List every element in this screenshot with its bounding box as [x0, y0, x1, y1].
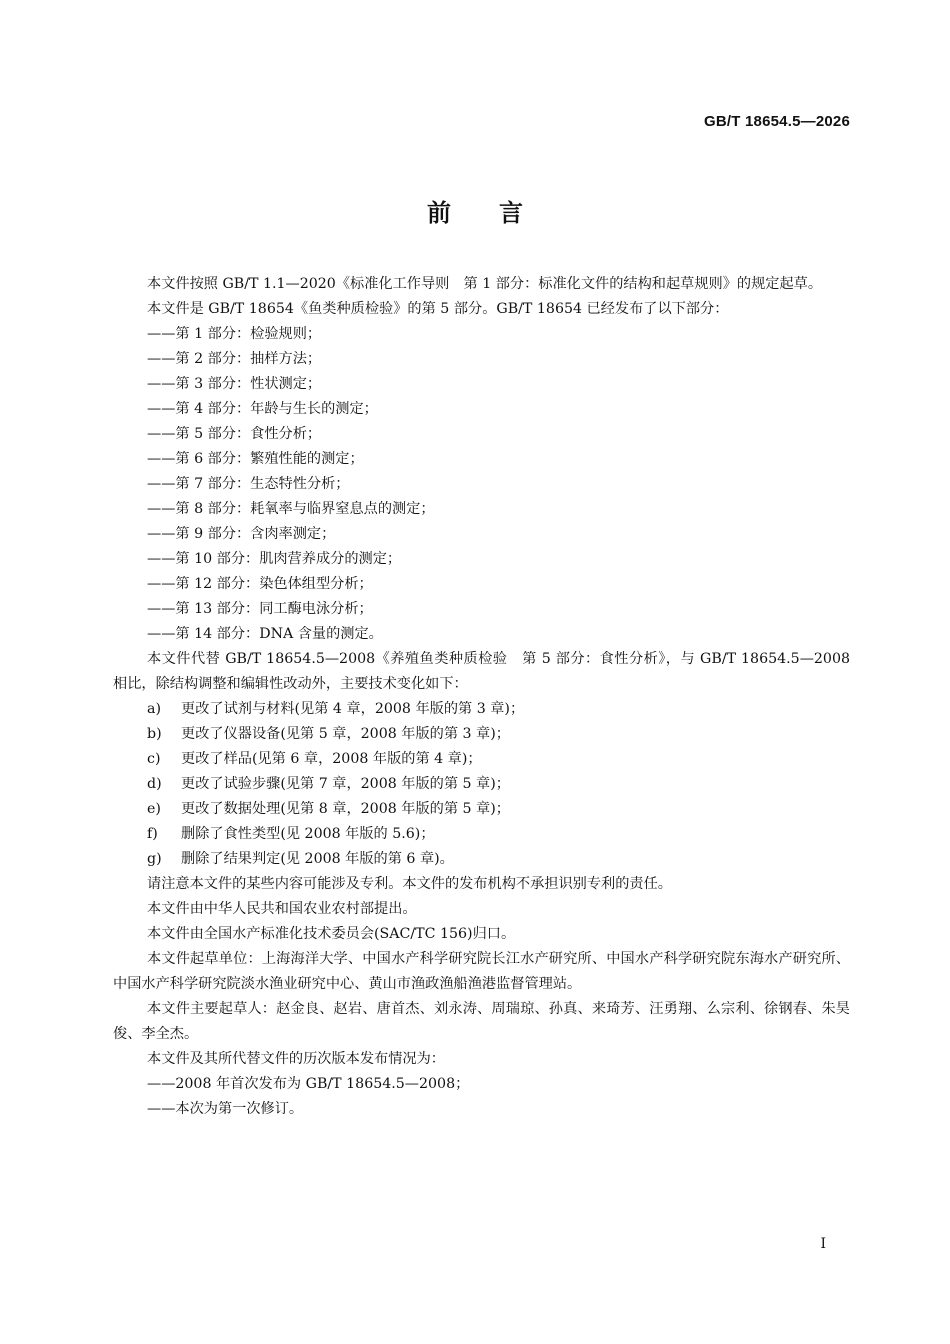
- part-list-item: ——第 4 部分：年龄与生长的测定；: [147, 401, 378, 417]
- change-label: c): [147, 751, 161, 767]
- change-label: d): [147, 776, 162, 792]
- change-text: 更改了试剂与材料(见第 4 章，2008 年版的第 3 章)；: [181, 701, 525, 717]
- change-label: a): [147, 701, 161, 717]
- change-label: f): [147, 826, 158, 842]
- part-list-item: ——第 2 部分：抽样方法；: [147, 351, 322, 367]
- change-item: [113, 797, 850, 822]
- standard-code: GB/T 18654.5—2026: [704, 113, 850, 130]
- page-number: I: [820, 1236, 826, 1252]
- change-label: e): [147, 801, 161, 817]
- change-text: 更改了样品(见第 6 章，2008 年版的第 4 章)；: [181, 751, 482, 767]
- change-label: b): [147, 726, 162, 742]
- title-char-1: 前: [427, 199, 451, 227]
- history-intro-paragraph: 本文件及其所代替文件的历次版本发布情况为：: [147, 1051, 445, 1067]
- foreword-body: [113, 272, 850, 1122]
- series-intro-paragraph: 本文件是 GB/T 18654《鱼类种质检验》的第 5 部分。GB/T 18654 已经发布了以下部分：: [147, 301, 729, 317]
- part-list-item: ——第 8 部分：耗氧率与临界窒息点的测定；: [147, 501, 435, 517]
- part-list-item: ——第 3 部分：性状测定；: [147, 376, 322, 392]
- committee-paragraph: 本文件由全国水产标准化技术委员会(SAC/TC 156)归口。: [147, 926, 516, 942]
- change-item: [113, 697, 850, 722]
- change-item: [113, 722, 850, 747]
- part-list-item: ——第 12 部分：染色体组型分析；: [147, 576, 373, 592]
- change-text: 更改了仪器设备(见第 5 章，2008 年版的第 3 章)；: [181, 726, 510, 742]
- change-item: [113, 772, 850, 797]
- part-list-item: ——第 9 部分：含肉率测定；: [147, 526, 336, 542]
- part-list-item: ——第 6 部分：繁殖性能的测定；: [147, 451, 364, 467]
- part-list-item: ——第 1 部分：检验规则；: [147, 326, 322, 342]
- drafting-basis-paragraph: 本文件按照 GB/T 1.1—2020《标准化工作导则 第 1 部分：标准化文件的结构和起草规则》的规定起草。: [147, 276, 823, 292]
- part-list-item: ——第 14 部分：DNA 含量的测定。: [147, 626, 383, 642]
- drafters-paragraph: 本文件主要起草人：赵金良、赵岩、唐首杰、刘永涛、周瑞琼、孙真、来琦芳、汪勇翔、么宗利、徐钢春、朱昊俊、李全杰。: [113, 1001, 850, 1042]
- drafting-units-paragraph: 本文件起草单位：上海海洋大学、中国水产科学研究院长江水产研究所、中国水产科学研究院东海水产研究所、中国水产科学研究院淡水渔业研究中心、黄山市渔政渔船渔港监督管理站。: [113, 951, 850, 992]
- patent-notice-paragraph: 请注意本文件的某些内容可能涉及专利。本文件的发布机构不承担识别专利的责任。: [147, 876, 672, 892]
- change-text: 删除了结果判定(见 2008 年版的第 6 章)。: [181, 851, 454, 867]
- part-list-item: ——第 5 部分：食性分析；: [147, 426, 322, 442]
- replacement-paragraph: 本文件代替 GB/T 18654.5—2008《养殖鱼类种质检验 第 5 部分：食性分析》，与 GB/T 18654.5—2008 相比，除结构调整和编辑性改动外，主要技术变化如下：: [113, 651, 850, 692]
- history-list-item: ——2008 年首次发布为 GB/T 18654.5—2008；: [147, 1076, 470, 1092]
- change-text: 更改了数据处理(见第 8 章，2008 年版的第 5 章)；: [181, 801, 510, 817]
- proposer-paragraph: 本文件由中华人民共和国农业农村部提出。: [147, 901, 417, 917]
- title-char-2: 言: [499, 199, 523, 227]
- part-list-item: ——第 13 部分：同工酶电泳分析；: [147, 601, 373, 617]
- change-item: [113, 747, 850, 772]
- change-item: [113, 822, 850, 847]
- part-list-item: ——第 7 部分：生态特性分析；: [147, 476, 350, 492]
- part-list-item: ——第 10 部分：肌肉营养成分的测定；: [147, 551, 402, 567]
- change-text: 更改了试验步骤(见第 7 章，2008 年版的第 5 章)；: [181, 776, 510, 792]
- change-label: g): [147, 851, 162, 867]
- page-title: [0, 193, 950, 228]
- change-text: 删除了食性类型(见 2008 年版的 5.6)；: [181, 826, 435, 842]
- history-list-item: ——本次为第一次修订。: [147, 1101, 304, 1117]
- change-item: [113, 847, 850, 872]
